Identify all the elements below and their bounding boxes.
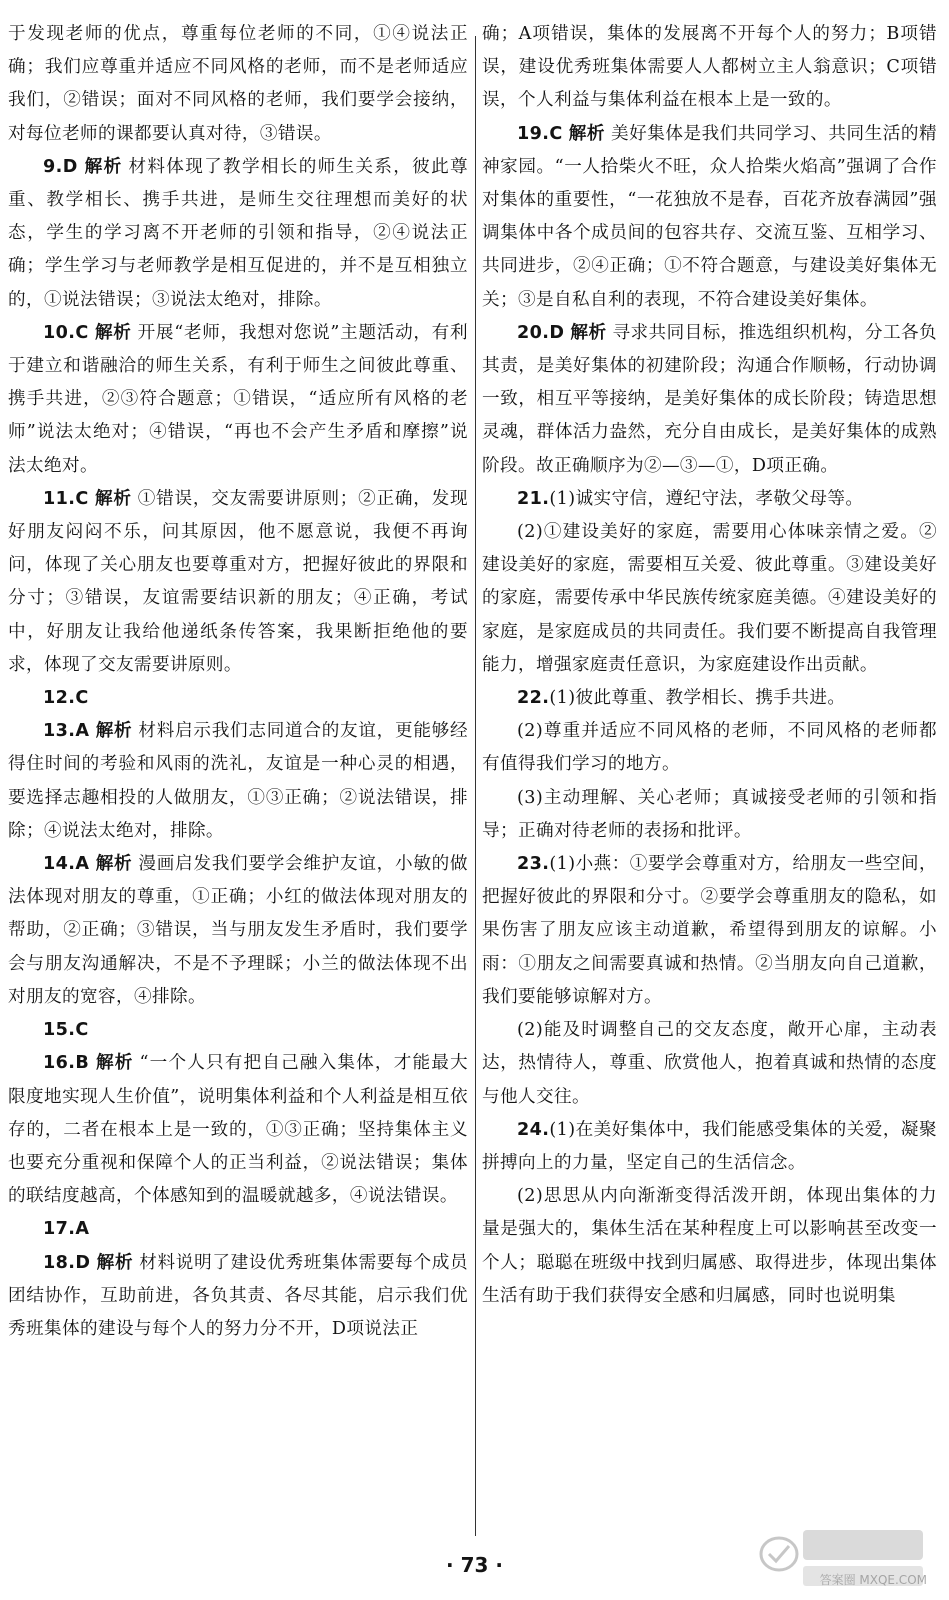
answer-text: 确；A项错误，集体的发展离不开每个人的努力；B项错误，建设优秀班集体需要人人都树立主人翁意识；C项错误，个人利益与集体利益在根本上是一致的。 [482,24,937,111]
question-number: 11.C [43,488,89,509]
analysis-label: 解析 [94,322,132,343]
question-number: 24. [517,1119,550,1140]
analysis-label: 解析 [568,123,606,144]
answer-paragraph [8,151,468,317]
column-divider [475,36,476,1536]
answer-paragraph [8,682,468,715]
answer-paragraph [8,317,468,483]
answer-paragraph [482,682,937,715]
question-number: 17.A [43,1219,90,1240]
answer-paragraph [482,1180,937,1313]
answer-paragraph [482,317,937,483]
left-column [8,18,468,1346]
answer-text: (3)主动理解、关心老师；真诚接受老师的引领和指导；正确对待老师的表扬和批评。 [482,787,937,841]
answer-paragraph [482,18,937,118]
answer-text: (2)思思从内向渐渐变得活泼开朗，体现出集体的力量是强大的，集体生活在某种程度上可以影响甚至改变一个人；聪聪在班级中找到归属感、取得进步，体现出集体生活有助于我们获得安全感和归属感，同时也说明集 [482,1186,937,1306]
answer-paragraph [8,848,468,1014]
page-number: · 73 · [446,1553,503,1577]
question-number: 12.C [43,688,89,709]
question-number: 16.B [43,1053,90,1074]
answer-paragraph [482,516,937,682]
answer-paragraph [8,483,468,682]
question-number: 18.D [43,1252,91,1273]
analysis-label: 解析 [95,1053,134,1074]
answer-text: 材料启示我们志同道合的友谊，更能够经得住时间的考验和风雨的洗礼，友谊是一种心灵的相遇，要选择志趣相投的人做朋友，①③正确；②说法错误，排除；④说法太绝对，排除。 [8,721,468,841]
answer-paragraph [482,848,937,1014]
answer-paragraph [482,118,937,317]
answer-text: (1)小燕：①要学会尊重对方，给朋友一些空间，把握好彼此的界限和分寸。②要学会尊重朋友的隐私，如果伤害了朋友应该主动道歉，希望得到朋友的谅解。小雨：①朋友之间需要真诚和热情。②当朋友向自己道歉，我们要能够谅解对方。 [482,854,937,1007]
answer-text: (1)在美好集体中，我们能感受集体的关爱，凝聚拼搏向上的力量，坚定自己的生活信念。 [482,1119,937,1173]
answer-text: 寻求共同目标，推选组织机构，分工各负其责，是美好集体的初建阶段；沟通合作顺畅，行动协调一致，相互平等接纳，是美好集体的成长阶段；铸造思想灵魂，群体活力盎然，充分自由成长，是美好集体的成熟阶段。故正确顺序为②—③—①，D项正确。 [482,322,937,476]
answer-paragraph [8,1014,468,1047]
analysis-label: 解析 [95,721,133,742]
answer-text: (2)尊重并适应不同风格的老师，不同风格的老师都有值得我们学习的地方。 [482,721,937,775]
question-number: 22. [517,688,550,709]
answer-text: “一个人只有把自己融入集体，才能最大限度地实现人生价值”，说明集体利益和个人利益是相互依存的，二者在根本上是一致的，①③正确；坚持集体主义也要充分重视和保障个人的正当利益，②说法错误；集体的联结度越高，个体感知到的温暖就越多，④说法错误。 [8,1053,468,1207]
analysis-label: 解析 [96,1252,134,1273]
analysis-label: 解析 [570,322,607,343]
question-number: 10.C [43,322,89,343]
answer-paragraph [482,715,937,781]
answer-paragraph [8,1247,468,1347]
answer-text: (1)彼此尊重、教学相长、携手共进。 [549,688,846,709]
question-number: 21. [517,488,550,509]
answer-text: (2)①建设美好的家庭，需要用心体味亲情之爱。②建设美好的家庭，需要相互关爱、彼此尊重。③建设美好的家庭，需要传承中华民族传统家庭美德。④建设美好的家庭，是家庭成员的共同责任。我们要不断提高自我管理能力，增强家庭责任意识，为家庭建设作出贡献。 [482,522,937,675]
answer-text: 于发现老师的优点，尊重每位老师的不同，①④说法正确；我们应尊重并适应不同风格的老师，而不是老师适应我们，②错误；面对不同风格的老师，我们要学会接纳，对每位老师的课都要认真对待，③错误。 [8,24,468,144]
answer-paragraph [8,1047,468,1213]
right-column [482,18,937,1313]
answer-text: 漫画启发我们要学会维护友谊，小敏的做法体现对朋友的尊重，①正确；小红的做法体现对朋友的帮助，②正确；③错误，当与朋友发生矛盾时，我们要学会与朋友沟通解决，不是不予理睬；小兰的做法体现不出对朋友的宽容，④排除。 [8,854,468,1007]
answer-text: 材料体现了教学相长的师生关系，彼此尊重、教学相长、携手共进，是师生交往理想而美好的状态，学生的学习离不开老师的引领和指导，②④说法正确；学生学习与老师教学是相互促进的，并不是互相独立的，①说法错误；③说法太绝对，排除。 [8,156,468,310]
question-number: 20.D [517,322,565,343]
question-number: 19.C [517,123,563,144]
question-number: 13.A [43,721,90,742]
answer-text: 材料说明了建设优秀班集体需要每个成员团结协作，互助前进，各负其责、各尽其能，启示我们优秀班集体的建设与每个人的努力分不开，D项说法正 [8,1252,468,1339]
answer-text: 美好集体是我们共同学习、共同生活的精神家园。“一人拾柴火不旺，众人拾柴火焰高”强调了合作对集体的重要性，“一花独放不是春，百花齐放春满园”强调集体中各个成员间的包容共存、交流互鉴、互相学习、共同进步，②④正确；①不符合题意，与建设美好集体无关；③是自私自利的表现，不符合建设美好集体。 [482,123,937,310]
answer-text: (2)能及时调整自己的交友态度，敞开心扉，主动表达，热情待人，尊重、欣赏他人，抱着真诚和热情的态度与他人交往。 [482,1020,937,1107]
analysis-label: 解析 [94,488,132,509]
question-number: 9.D [43,156,78,177]
answer-paragraph [8,18,468,151]
question-number: 15.C [43,1020,89,1041]
answer-paragraph [8,715,468,848]
question-number: 23. [517,854,550,875]
answer-paragraph [482,483,937,516]
answer-text: 开展“老师，我想对您说”主题活动，有利于建立和谐融洽的师生关系，有利于师生之间彼此尊重、携手共进，②③符合题意；①错误，“适应所有风格的老师”说法太绝对；④错误，“再也不会产生矛盾和摩擦”说法太绝对。 [8,322,468,476]
answer-text: ①错误，交友需要讲原则；②正确，发现好朋友闷闷不乐，问其原因，他不愿意说，我便不再询问，体现了关心朋友也要尊重对方，把握好彼此的界限和分寸；③错误，友谊需要结识新的朋友；④正确，考试中，好朋友让我给他递纸条传答案，我果断拒绝他的要求，体现了交友需要讲原则。 [8,488,468,675]
analysis-label: 解析 [83,156,123,177]
answer-paragraph [482,1114,937,1180]
watermark-text: 答案圈 MXQE.COM [819,1573,927,1587]
answer-text: (1)诚实守信，遵纪守法，孝敬父母等。 [549,488,864,509]
answer-paragraph [482,1014,937,1114]
answer-paragraph [8,1213,468,1246]
analysis-label: 解析 [95,854,133,875]
question-number: 14.A [43,854,90,875]
answer-paragraph [482,782,937,848]
